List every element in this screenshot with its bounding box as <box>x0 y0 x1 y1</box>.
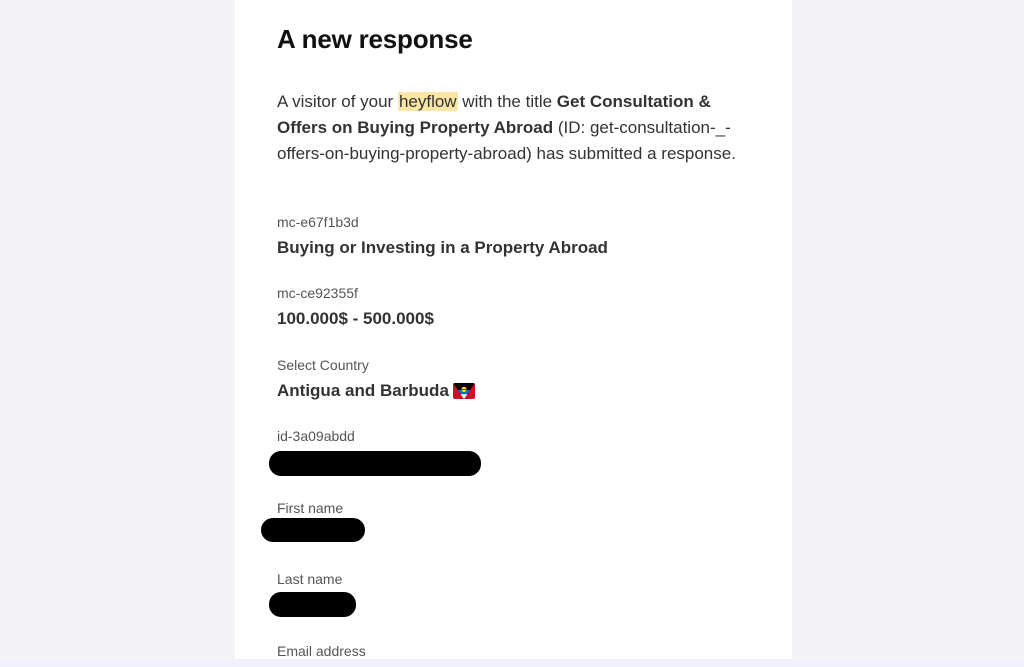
field-id-3a09abdd <box>277 427 355 445</box>
field-value: Buying or Investing in a Property Abroad <box>277 238 608 257</box>
field-first-name <box>277 499 343 517</box>
intro-id-text: (ID: get-consultation-_-offers-on-buying-property-abroad) has submitted a response. <box>277 118 736 163</box>
flow-title: Get Consultation & Offers on Buying Property Abroad <box>277 92 711 137</box>
field-mc-e67f1b3d <box>277 213 608 259</box>
field-label: id-3a09abdd <box>277 428 355 444</box>
redacted-value <box>269 592 356 617</box>
field-label: mc-e67f1b3d <box>277 214 359 230</box>
field-value: 100.000$ - 500.000$ <box>277 309 434 328</box>
intro-prefix: A visitor of your <box>277 92 398 111</box>
field-last-name <box>277 570 342 588</box>
email-card <box>235 0 792 659</box>
email-title: A new response <box>277 24 473 54</box>
field-label: First name <box>277 500 344 516</box>
redacted-value <box>261 518 365 542</box>
redacted-value <box>269 451 481 476</box>
field-mc-ce92355f <box>277 284 434 330</box>
field-label: Select Country <box>277 357 369 373</box>
page-bottom-bar <box>0 659 1024 667</box>
flag-svg <box>453 383 475 399</box>
field-label: mc-ce92355f <box>277 285 358 301</box>
field-label: Last name <box>277 571 343 587</box>
antigua-and-barbuda-flag-icon <box>453 383 475 399</box>
intro-middle: with the title <box>457 92 557 111</box>
intro-paragraph <box>277 89 752 167</box>
country-name: Antigua and Barbuda <box>277 381 449 400</box>
field-select-country <box>277 356 475 402</box>
field-email-address <box>277 642 366 659</box>
field-value-country <box>277 380 475 402</box>
brand-highlight: heyflow <box>398 92 457 111</box>
field-label: Email address <box>277 643 366 659</box>
